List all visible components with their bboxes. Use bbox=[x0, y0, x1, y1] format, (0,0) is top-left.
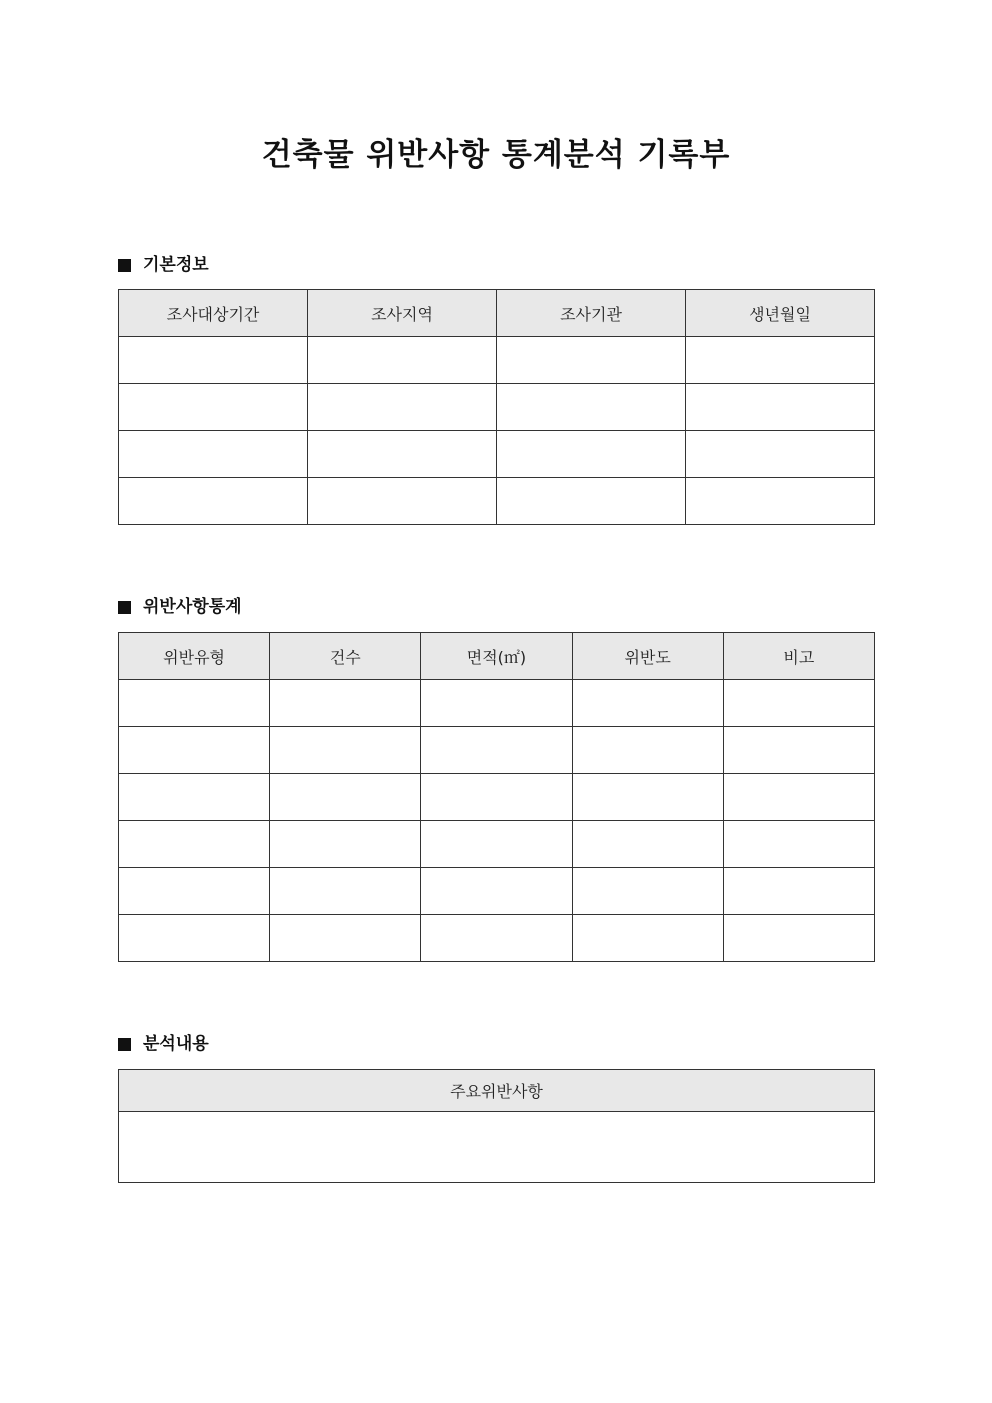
table-cell[interactable] bbox=[421, 915, 572, 962]
column-header: 면적(㎡) bbox=[421, 633, 572, 680]
table-cell[interactable] bbox=[723, 868, 874, 915]
table-cell[interactable] bbox=[270, 868, 421, 915]
table-cell[interactable] bbox=[497, 384, 686, 431]
table-cell[interactable] bbox=[119, 727, 270, 774]
table-cell[interactable] bbox=[572, 727, 723, 774]
table-row bbox=[119, 774, 875, 821]
table-cell[interactable] bbox=[497, 337, 686, 384]
table-cell[interactable] bbox=[119, 915, 270, 962]
table-header-row bbox=[119, 290, 875, 337]
table-cell[interactable] bbox=[723, 680, 874, 727]
table-row bbox=[119, 727, 875, 774]
column-header: 조사기관 bbox=[497, 290, 686, 337]
table-cell[interactable] bbox=[119, 821, 270, 868]
table-cell[interactable] bbox=[723, 915, 874, 962]
column-header: 위반유형 bbox=[119, 633, 270, 680]
violation-stats-table bbox=[118, 632, 875, 962]
table-cell[interactable] bbox=[686, 478, 875, 525]
table-cell[interactable] bbox=[723, 821, 874, 868]
column-header: 조사지역 bbox=[308, 290, 497, 337]
table-cell[interactable] bbox=[119, 774, 270, 821]
table-cell[interactable] bbox=[421, 821, 572, 868]
section-heading-stats bbox=[118, 595, 242, 619]
table-cell[interactable] bbox=[686, 431, 875, 478]
table-cell[interactable] bbox=[308, 337, 497, 384]
table-cell[interactable] bbox=[270, 680, 421, 727]
column-header: 생년월일 bbox=[686, 290, 875, 337]
section-heading-label: 기본정보 bbox=[143, 255, 209, 275]
column-header: 조사대상기간 bbox=[119, 290, 308, 337]
column-header: 위반도 bbox=[572, 633, 723, 680]
table-cell[interactable] bbox=[308, 384, 497, 431]
table-cell[interactable] bbox=[119, 1112, 875, 1183]
section-heading-basic bbox=[118, 253, 209, 277]
section-heading-analysis bbox=[118, 1032, 209, 1056]
table-row bbox=[119, 478, 875, 525]
table-cell[interactable] bbox=[497, 431, 686, 478]
section-heading-label: 분석내용 bbox=[143, 1034, 209, 1054]
table-cell[interactable] bbox=[119, 478, 308, 525]
analysis-table bbox=[118, 1069, 875, 1183]
table-row bbox=[119, 384, 875, 431]
column-header: 주요위반사항 bbox=[119, 1070, 875, 1112]
black-square-icon bbox=[118, 601, 131, 614]
table-cell[interactable] bbox=[686, 337, 875, 384]
table-cell[interactable] bbox=[572, 821, 723, 868]
table-cell[interactable] bbox=[308, 478, 497, 525]
page-title: 건축물 위반사항 통계분석 기록부 bbox=[261, 137, 731, 173]
table-row bbox=[119, 821, 875, 868]
table-cell[interactable] bbox=[119, 431, 308, 478]
table-cell[interactable] bbox=[270, 821, 421, 868]
table-cell[interactable] bbox=[572, 774, 723, 821]
table-cell[interactable] bbox=[308, 431, 497, 478]
table-cell[interactable] bbox=[723, 774, 874, 821]
table-cell[interactable] bbox=[270, 915, 421, 962]
table-cell[interactable] bbox=[497, 478, 686, 525]
table-row bbox=[119, 868, 875, 915]
table-header-row bbox=[119, 1070, 875, 1112]
table-row bbox=[119, 337, 875, 384]
table-cell[interactable] bbox=[421, 680, 572, 727]
table-cell[interactable] bbox=[119, 680, 270, 727]
section-heading-label: 위반사항통계 bbox=[143, 597, 242, 617]
black-square-icon bbox=[118, 259, 131, 272]
table-row bbox=[119, 431, 875, 478]
table-cell[interactable] bbox=[572, 680, 723, 727]
table-cell[interactable] bbox=[270, 774, 421, 821]
table-cell[interactable] bbox=[119, 337, 308, 384]
black-square-icon bbox=[118, 1038, 131, 1051]
table-row bbox=[119, 915, 875, 962]
basic-info-table bbox=[118, 289, 875, 525]
column-header: 비고 bbox=[723, 633, 874, 680]
table-row bbox=[119, 680, 875, 727]
table-cell[interactable] bbox=[421, 774, 572, 821]
table-cell[interactable] bbox=[421, 727, 572, 774]
table-cell[interactable] bbox=[572, 915, 723, 962]
table-cell[interactable] bbox=[421, 868, 572, 915]
table-cell[interactable] bbox=[723, 727, 874, 774]
table-header-row bbox=[119, 633, 875, 680]
column-header: 건수 bbox=[270, 633, 421, 680]
table-cell[interactable] bbox=[119, 868, 270, 915]
table-cell[interactable] bbox=[270, 727, 421, 774]
table-cell[interactable] bbox=[686, 384, 875, 431]
table-row bbox=[119, 1112, 875, 1183]
table-cell[interactable] bbox=[572, 868, 723, 915]
table-cell[interactable] bbox=[119, 384, 308, 431]
